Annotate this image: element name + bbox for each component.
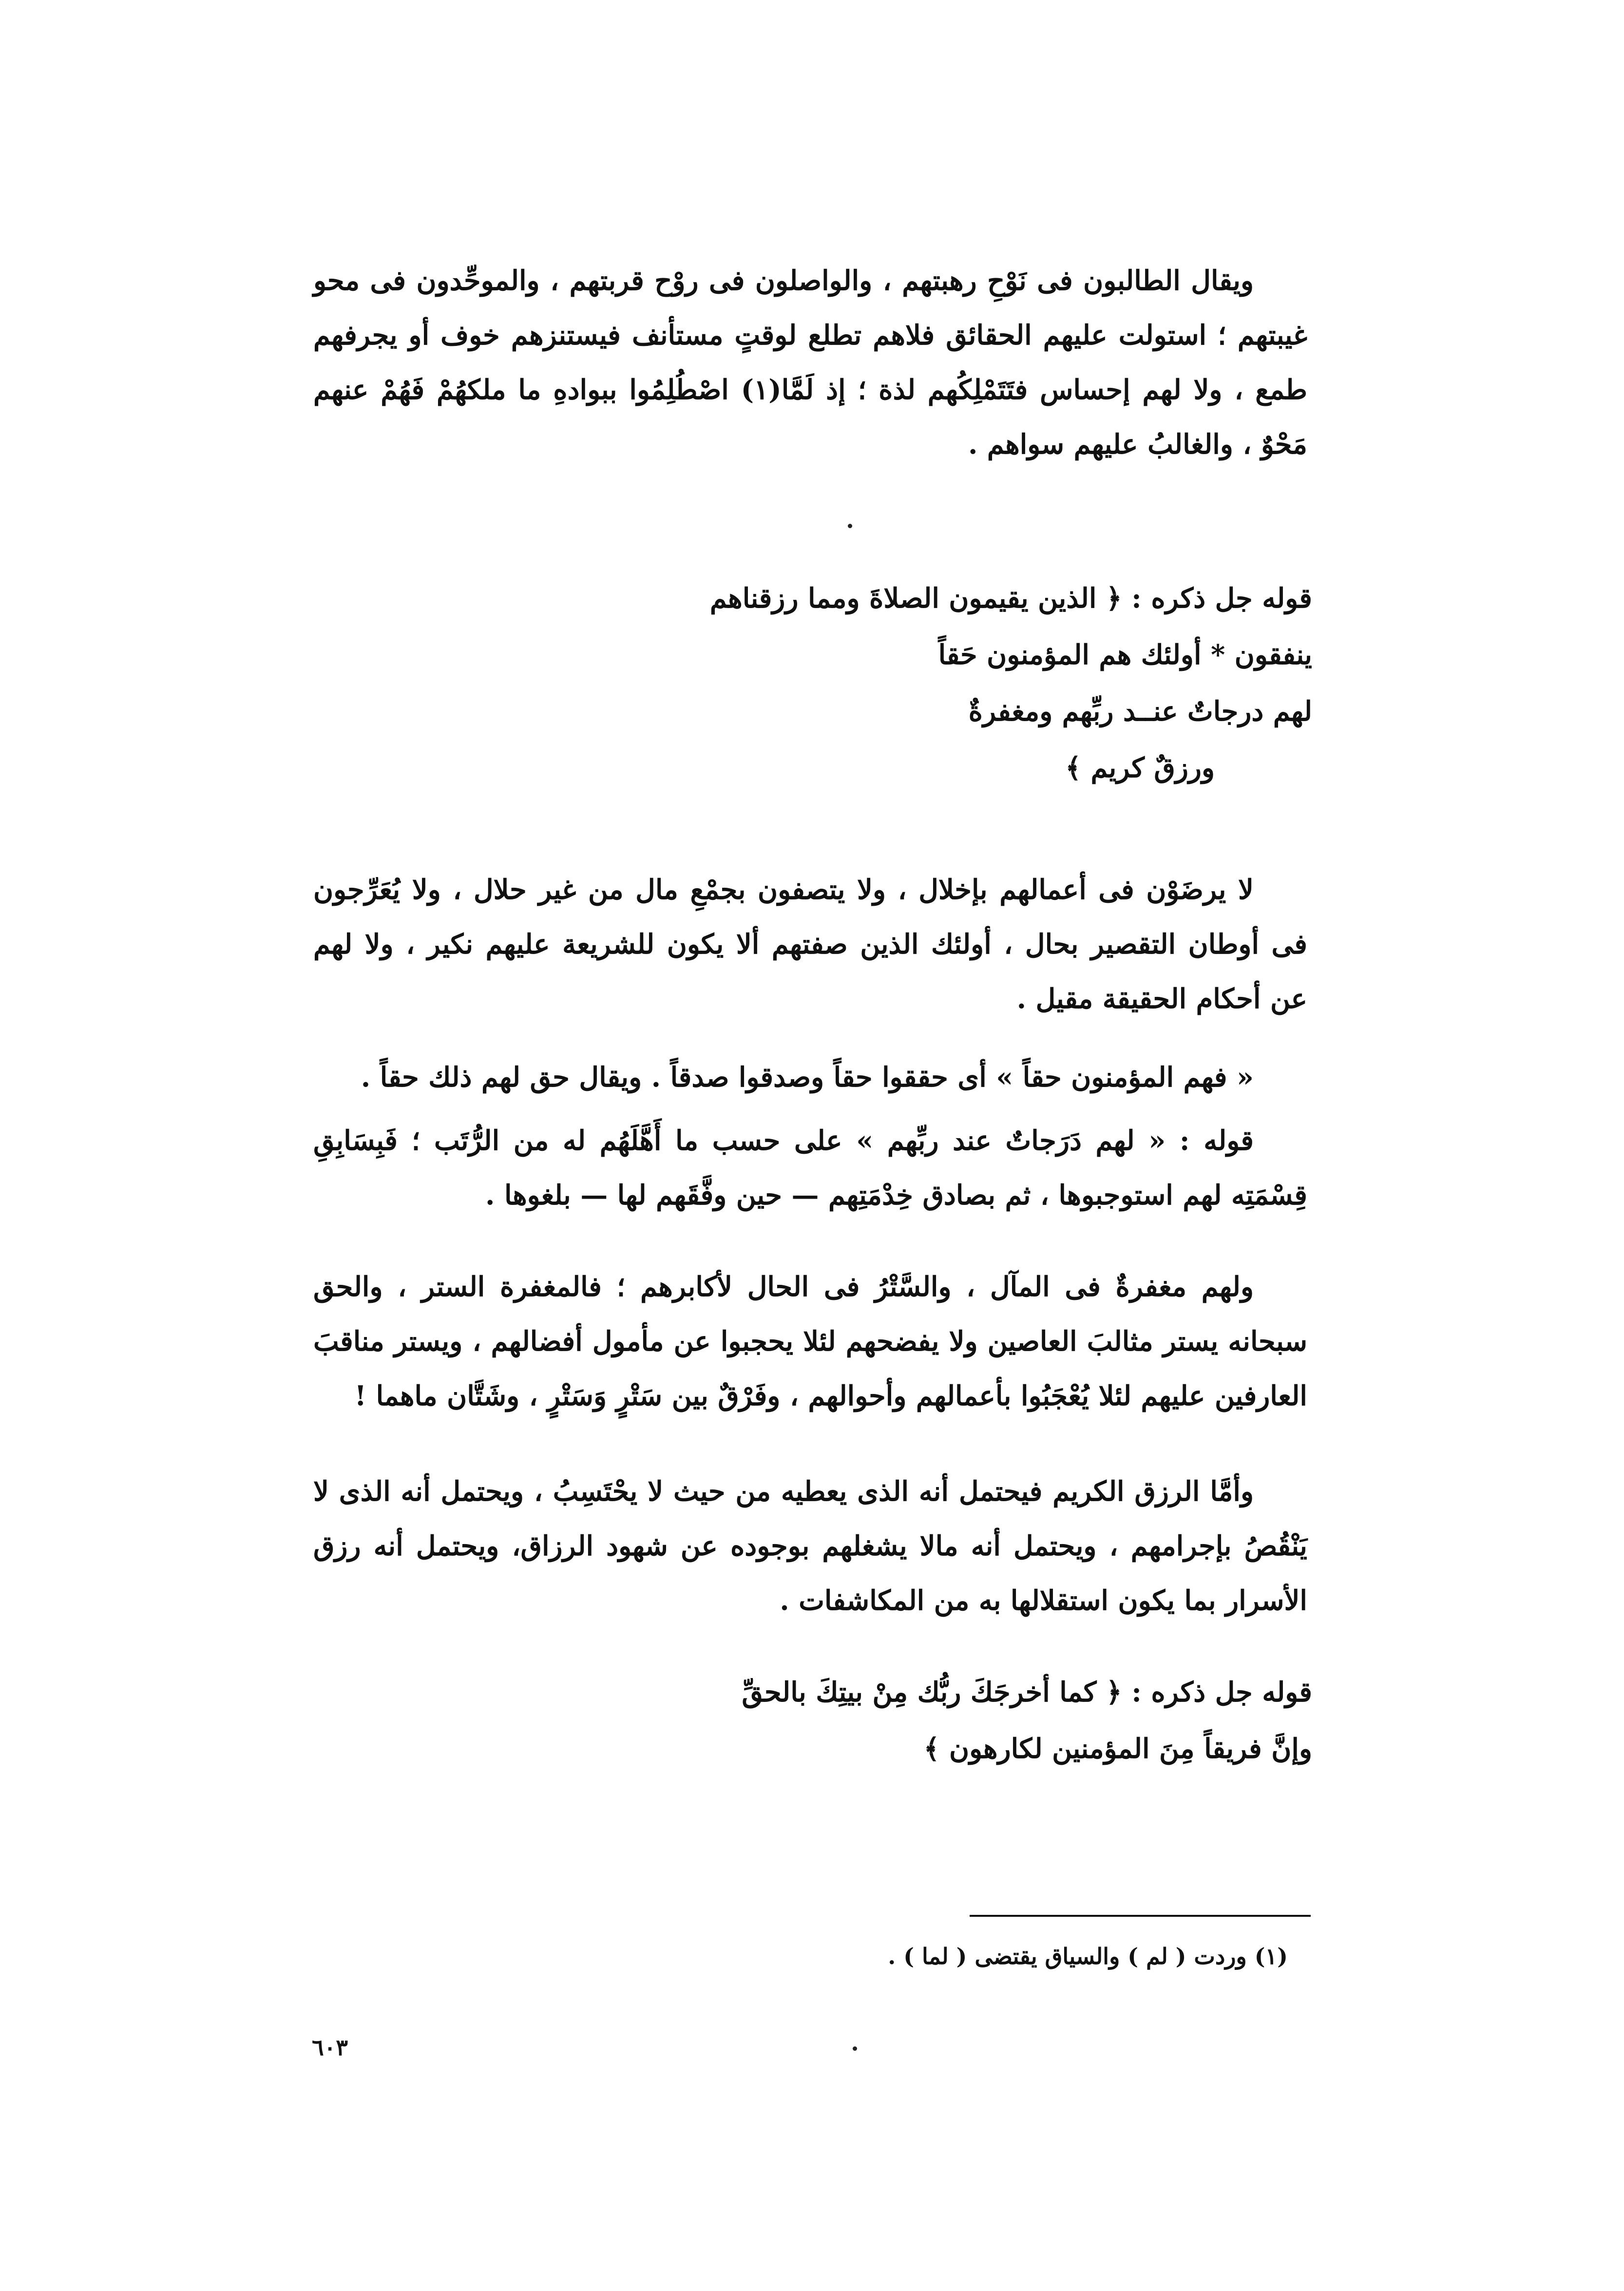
page-number: ٦٠٣ (312, 2034, 348, 2061)
quranic-verse-block (630, 570, 1312, 796)
ink-speck (853, 2046, 857, 2051)
quranic-verse-block (630, 1664, 1312, 1777)
verse-line: ورزقٌ كريم ﴾ (1065, 752, 1215, 784)
paragraph: لا يرضَوْن فى أعمالهم بإخلال ، ولا يتصفون بجمْعِ مال من غير حلال ، ولا يُعَرِّجون فى أوطان التقصير بحال ، أولئك الذين صفتهم ألا يكون للشريعة عليهم نكير ، ولا لهم عن أحكام الحقيقة مقيل . (313, 874, 1307, 1015)
paragraph: ويقال الطالبون فى نَوْحِ رهبتهم ، والواصلون فى روْح قربتهم ، والموحِّدون فى محو غيبتهم ؛ استولت عليهم الحقائق فلاهم تطلع لوقتٍ مستأنف فيستنزهم خوف أو يجرفهم طمع ، ولا لهم إحساس فتَتَمْلِكُهم لذة ؛ إذ لَمَّا(١) اصْطُلِمُوا ببوادهِ ما ملكهُمْ فَهُمْ عنهم مَحْوٌ ، والغالبُ عليهم سواهم . (313, 265, 1308, 460)
verse-line: لهم درجاتٌ عنــد ربِّهم ومغفرةٌ (968, 695, 1312, 727)
footnote: (١) وردت ( لم ) والسياق يقتضى ( لما ) . (888, 1943, 1288, 1969)
paragraph: قوله : « لهم دَرَجاتٌ عند ربِّهم » على حسب ما أَهَّلَهُم له من الرُّتَب ؛ فَبِسَابِقِ قِسْمَتِه لهم استوجبوها ، ثم بصادق خِدْمَتِهم — حين وفَّقَهم لها — بلغوها . (313, 1125, 1307, 1211)
paragraph: وأمَّا الرزق الكريم فيحتمل أنه الذى يعطيه من حيث لا يحْتَسِبُ ، ويحتمل أنه الذى لا يَنْقُصُ بإجرامهم ، ويحتمل أنه مالا يشغلهم بوجوده عن شهود الرزاق، ويحتمل أنه رزق الأسرار بما يكون استقلالها به من المكاشفات . (313, 1475, 1307, 1617)
verse-line: قوله جل ذكره : ﴿ كما أخرجَكَ ربُّك مِنْ بيتِكَ بالحقِّ (742, 1676, 1312, 1708)
verse-line: وإنَّ فريقاً مِنَ المؤمنين لكارهون ﴾ (923, 1733, 1312, 1765)
footnote-separator (970, 1915, 1311, 1917)
paragraph: ولهم مغفرةٌ فى المآل ، والسَّتْرُ فى الحال لأكابرهم ؛ فالمغفرة الستر ، والحق سبحانه يستر مثالبَ العاصين ولا يفضحهم لئلا يحجبوا عن مأمول أفضالهم ، ويستر مناقبَ العارفين عليهم لئلا يُعْجَبُوا بأعمالهم وأحوالهم ، وفَرْقٌ بين سَتْرٍ وَسَتْرٍ ، وشَتَّان ماهما ! (313, 1271, 1307, 1412)
paragraph: « فهم المؤمنون حقاً » أى حققوا حقاً وصدقوا صدقاً . ويقال حق لهم ذلك حقاً . (361, 1061, 1254, 1093)
verse-line: ينفقون * أولئك هم المؤمنون حَقاً (938, 639, 1312, 671)
ink-speck (848, 524, 852, 528)
verse-line: قوله جل ذكره : ﴿ الذين يقيمون الصلاةَ ومما رزقناهم (709, 582, 1312, 614)
